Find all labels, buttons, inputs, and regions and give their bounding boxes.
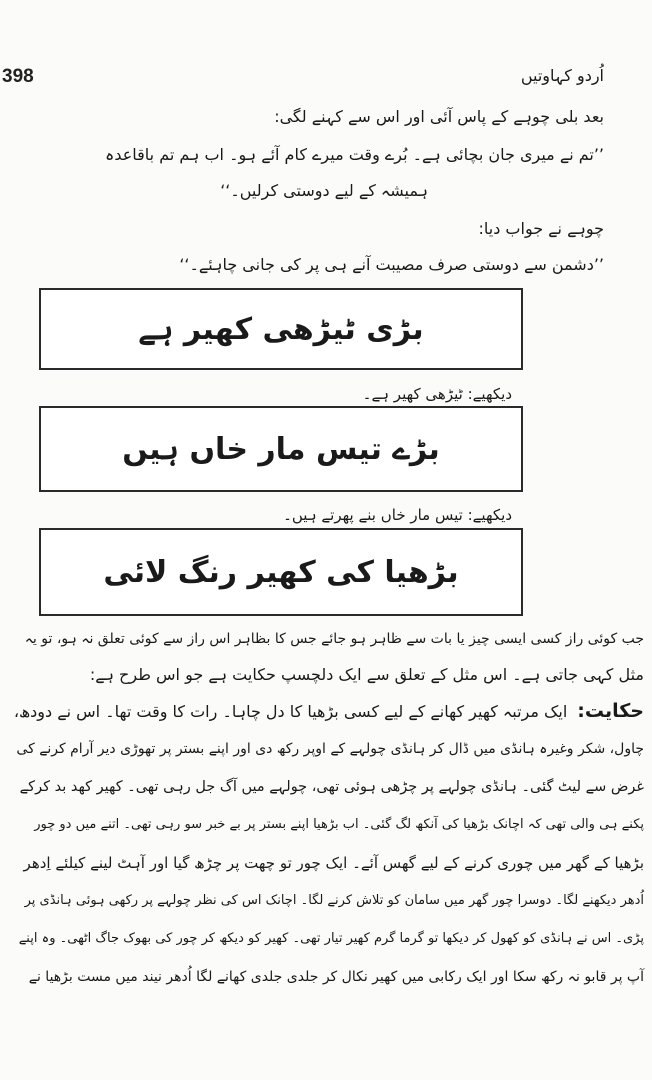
intro-line-2: ’’تم نے میری جان بچائی ہے۔ بُرے وقت میرے کام آئے ہو۔ اب ہم تم باقاعدہ [104, 145, 604, 164]
see-also-2: دیکھیے: تیس مار خاں بنے پھرتے ہیں۔ [283, 506, 512, 524]
story-line-4: پکنے ہی والی تھی کہ اچانک بڑھیا کی آنکھ لگ گئی۔ اب بڑھیا اپنے بستر پر بے خبر سو رہی تھی۔ اتنے میں دو چور [34, 817, 644, 832]
intro-line-3: ہمیشہ کے لیے دوستی کرلیں۔‘‘ [220, 181, 428, 200]
intro-line-4: چوہے نے جواب دیا: [478, 219, 604, 238]
proverb-title-3: بڑھیا کی کھیر رنگ لائی [103, 554, 459, 590]
story-heading: حکایت: [577, 700, 644, 722]
explanation-line-2: مثل کہی جاتی ہے۔ اس مثل کے تعلق سے ایک دلچسپ حکایت ہے جو اس طرح ہے: [89, 665, 644, 684]
proverb-box-3 [39, 528, 523, 616]
story-line-3: غرض سے لیٹ گئی۔ ہانڈی چولہے پر چڑھی ہوئی تھی، چولہے میں آگ جل رہی تھی۔ کھیر کھد بد کرکے [19, 779, 644, 795]
page-number: 398 [2, 66, 34, 87]
running-head: اُردو کہاوتیں [520, 66, 604, 85]
story-line-6: اُدھر دیکھنے لگا۔ دوسرا چور گھر میں سامان کو تلاش کرنے لگا۔ اچانک اس کی نظر چولہے پر رکھی ہوئی ہانڈی پر [24, 893, 644, 908]
story-line-7: پڑی۔ اس نے ہانڈی کو کھول کر دیکھا تو گرما گرم کھیر تیار تھی۔ کھیر کو دیکھ کر چور کی بھوک جاگ اٹھی۔ وہ اپنے [18, 931, 644, 946]
story-line-1 [14, 700, 644, 723]
proverb-title-1: بڑی ٹیڑھی کھیر ہے [138, 311, 424, 347]
intro-line-5: ’’دشمن سے دوستی صرف مصیبت آنے ہی پر کی جانی چاہئے۔‘‘ [179, 255, 604, 274]
explanation-line-1: جب کوئی راز کسی ایسی چیز یا بات سے ظاہر ہو جائے جس کا بظاہر اس راز سے کوئی تعلق نہ ہو، تو یہ [24, 631, 644, 647]
story-line-2: چاول، شکر وغیرہ ہانڈی میں ڈال کر ہانڈی چولہے کے اوپر رکھ دی اور اپنے بستر پر تھوڑی دیر آرام کرنے کی [16, 741, 644, 757]
proverb-title-2: بڑے تیس مار خاں ہیں [122, 431, 440, 467]
proverb-box-2 [39, 406, 523, 492]
story-line-8: آپ پر قابو نہ رکھ سکا اور ایک رکابی میں کھیر نکال کر جلدی جلدی کھانے لگا اُدھر نیند میں مست بڑھیا نے [28, 969, 644, 985]
see-also-1: دیکھیے: ٹیڑھی کھیر ہے۔ [362, 385, 512, 403]
proverb-box-1 [39, 288, 523, 370]
story-line-5: بڑھیا کے گھر میں چوری کرنے کے لیے گھس آئے۔ ایک چور تو چھت پر چڑھ گیا اور آہٹ لینے کیلئے اِدھر [23, 854, 644, 872]
story-first-text: ایک مرتبہ کھیر کھانے کے لیے کسی بڑھیا کا دل چاہا۔ رات کا وقت تھا۔ اس نے دودھ، [13, 702, 568, 721]
intro-line-1: بعد بلی چوہے کے پاس آئی اور اس سے کہنے لگی: [274, 107, 604, 126]
